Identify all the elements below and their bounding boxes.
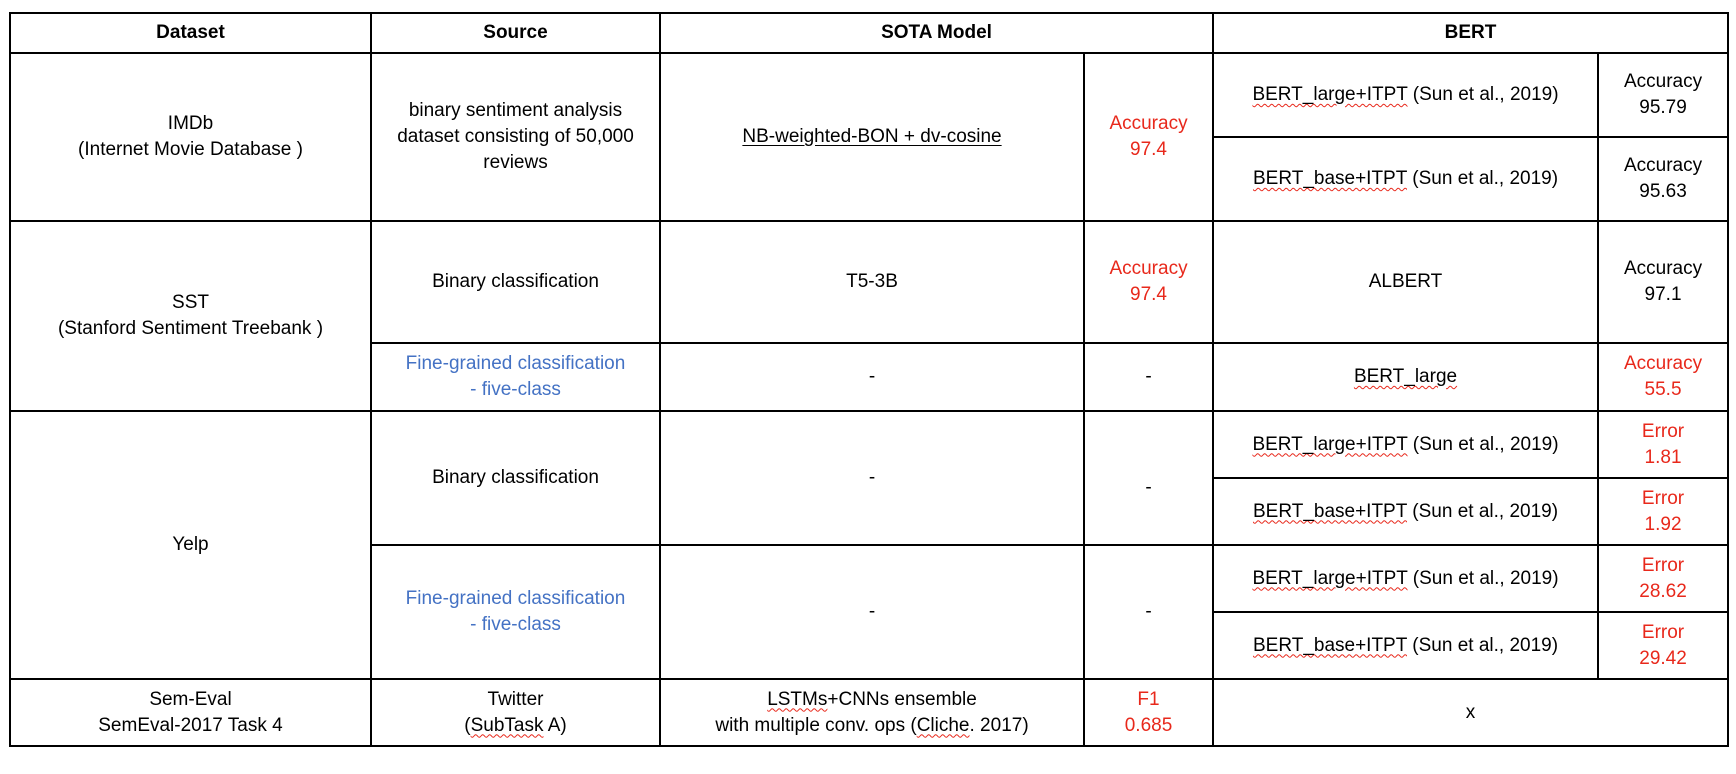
metric-value: 29.42 xyxy=(1639,647,1687,669)
bert-model-name: BERT_base+ITPT xyxy=(1252,168,1407,189)
dataset-name: IMDb xyxy=(167,113,214,134)
header-dataset: Dataset xyxy=(10,13,371,53)
sota-model-line xyxy=(667,687,1077,713)
metric-value: 1.81 xyxy=(1644,446,1682,468)
bert-score xyxy=(1598,478,1728,545)
bert-model-citation: (Sun et al., 2019) xyxy=(1407,84,1559,105)
bert-model xyxy=(1213,478,1598,545)
metric-value: 97.4 xyxy=(1130,139,1167,160)
source-text-part: A) xyxy=(543,714,567,736)
bert-score xyxy=(1598,53,1728,137)
metric-label: Accuracy xyxy=(1109,113,1188,134)
dataset-full-name: (Internet Movie Database ) xyxy=(78,139,303,160)
source-text-line xyxy=(378,713,653,739)
sota-score-sst-binary xyxy=(1084,221,1213,343)
table-row xyxy=(10,679,1728,746)
metric-value: 55.5 xyxy=(1644,379,1682,400)
bert-model-name: BERT_large+ITPT xyxy=(1252,567,1408,589)
sota-model-name: NB-weighted-BON + dv-cosine xyxy=(742,126,1002,147)
header-row xyxy=(10,13,1728,53)
sota-model-part: +CNNs ensemble xyxy=(827,688,977,710)
sota-model-yelp-fine: - xyxy=(660,545,1084,679)
bert-model xyxy=(1213,343,1598,411)
sota-score-imdb xyxy=(1084,53,1213,221)
bert-model-citation: (Sun et al., 2019) xyxy=(1407,168,1559,189)
source-text-part: SubTask xyxy=(470,714,544,736)
sota-model-yelp-binary: - xyxy=(660,411,1084,545)
bert-score xyxy=(1598,343,1728,411)
dataset-full-name: SemEval-2017 Task 4 xyxy=(98,714,283,736)
metric-label: Error xyxy=(1641,487,1685,509)
results-table xyxy=(9,12,1729,747)
metric-label: Accuracy xyxy=(1623,353,1703,374)
bert-score xyxy=(1598,545,1728,612)
metric-label: Accuracy xyxy=(1623,155,1703,176)
bert-score xyxy=(1598,221,1728,343)
sota-model-part: . 2017) xyxy=(969,714,1029,736)
source-text-line: - five-class xyxy=(470,379,561,400)
source-text-line: Fine-grained classification xyxy=(405,588,626,609)
source-sst-binary: Binary classification xyxy=(371,221,660,343)
sota-score-semeval xyxy=(1084,679,1213,746)
sota-score-sst-fine: - xyxy=(1084,343,1213,411)
sota-model-line xyxy=(667,713,1077,739)
source-yelp-binary: Binary classification xyxy=(371,411,660,545)
metric-label: Accuracy xyxy=(1623,258,1703,279)
sota-model-part: Cliche xyxy=(916,714,970,736)
bert-model-name: BERT_large xyxy=(1353,366,1458,387)
source-sst-fine xyxy=(371,343,660,411)
sota-model-sst-fine: - xyxy=(660,343,1084,411)
bert-model-citation: (Sun et al., 2019) xyxy=(1407,634,1559,656)
sota-model-sst-binary: T5-3B xyxy=(660,221,1084,343)
source-imdb xyxy=(371,53,660,221)
table-row xyxy=(10,221,1728,343)
bert-model: ALBERT xyxy=(1213,221,1598,343)
source-yelp-fine xyxy=(371,545,660,679)
source-text-line: - five-class xyxy=(470,614,561,635)
bert-model xyxy=(1213,545,1598,612)
bert-model xyxy=(1213,612,1598,679)
sota-model-imdb xyxy=(660,53,1084,221)
bert-model-citation: (Sun et al., 2019) xyxy=(1407,500,1559,522)
metric-value: 97.4 xyxy=(1130,284,1167,305)
bert-model xyxy=(1213,411,1598,478)
bert-model-citation: (Sun et al., 2019) xyxy=(1407,567,1559,589)
metric-value: 1.92 xyxy=(1644,513,1682,535)
table-row xyxy=(10,53,1728,137)
bert-model-name: BERT_base+ITPT xyxy=(1252,634,1407,656)
source-text-part: ( xyxy=(464,714,471,736)
header-bert: BERT xyxy=(1213,13,1728,53)
dataset-imdb xyxy=(10,53,371,221)
dataset-yelp: Yelp xyxy=(10,411,371,679)
metric-value: 95.79 xyxy=(1639,97,1687,118)
sota-model-part: with multiple conv. ops ( xyxy=(715,714,917,736)
bert-model-name: BERT_large+ITPT xyxy=(1252,84,1408,105)
metric-label: Accuracy xyxy=(1109,258,1188,279)
metric-value: 95.63 xyxy=(1639,181,1687,202)
source-text-line: reviews xyxy=(483,152,548,173)
bert-model-name: BERT_base+ITPT xyxy=(1252,500,1407,522)
metric-label: Error xyxy=(1641,554,1685,576)
metric-label: Accuracy xyxy=(1623,71,1703,92)
metric-value: 0.685 xyxy=(1124,714,1173,736)
metric-label: Error xyxy=(1641,621,1685,643)
source-text-line: binary sentiment analysis xyxy=(408,100,623,121)
dataset-sst xyxy=(10,221,371,411)
bert-model-name: BERT_large+ITPT xyxy=(1252,433,1408,455)
metric-value: 28.62 xyxy=(1639,580,1687,602)
bert-semeval: x xyxy=(1213,679,1728,746)
dataset-semeval xyxy=(10,679,371,746)
sota-score-yelp-fine: - xyxy=(1084,545,1213,679)
bert-model xyxy=(1213,53,1598,137)
source-text-line: dataset consisting of 50,000 xyxy=(397,126,634,147)
metric-value: 97.1 xyxy=(1644,284,1682,305)
bert-model xyxy=(1213,137,1598,221)
metric-label: F1 xyxy=(1137,688,1160,710)
bert-score xyxy=(1598,137,1728,221)
dataset-name: SST xyxy=(172,292,209,313)
sota-model-part: LSTMs xyxy=(767,688,828,710)
dataset-name: Sem-Eval xyxy=(149,688,232,710)
dataset-full-name: (Stanford Sentiment Treebank ) xyxy=(57,318,324,339)
metric-label: Error xyxy=(1641,420,1685,442)
source-text-line: Fine-grained classification xyxy=(405,353,626,374)
header-sota-model: SOTA Model xyxy=(660,13,1213,53)
bert-score xyxy=(1598,411,1728,478)
bert-score xyxy=(1598,612,1728,679)
source-text-line: Twitter xyxy=(487,688,544,710)
bert-model-citation: (Sun et al., 2019) xyxy=(1407,433,1559,455)
table-row xyxy=(10,411,1728,478)
source-semeval xyxy=(371,679,660,746)
header-source: Source xyxy=(371,13,660,53)
sota-model-semeval xyxy=(660,679,1084,746)
sota-score-yelp-binary: - xyxy=(1084,411,1213,545)
